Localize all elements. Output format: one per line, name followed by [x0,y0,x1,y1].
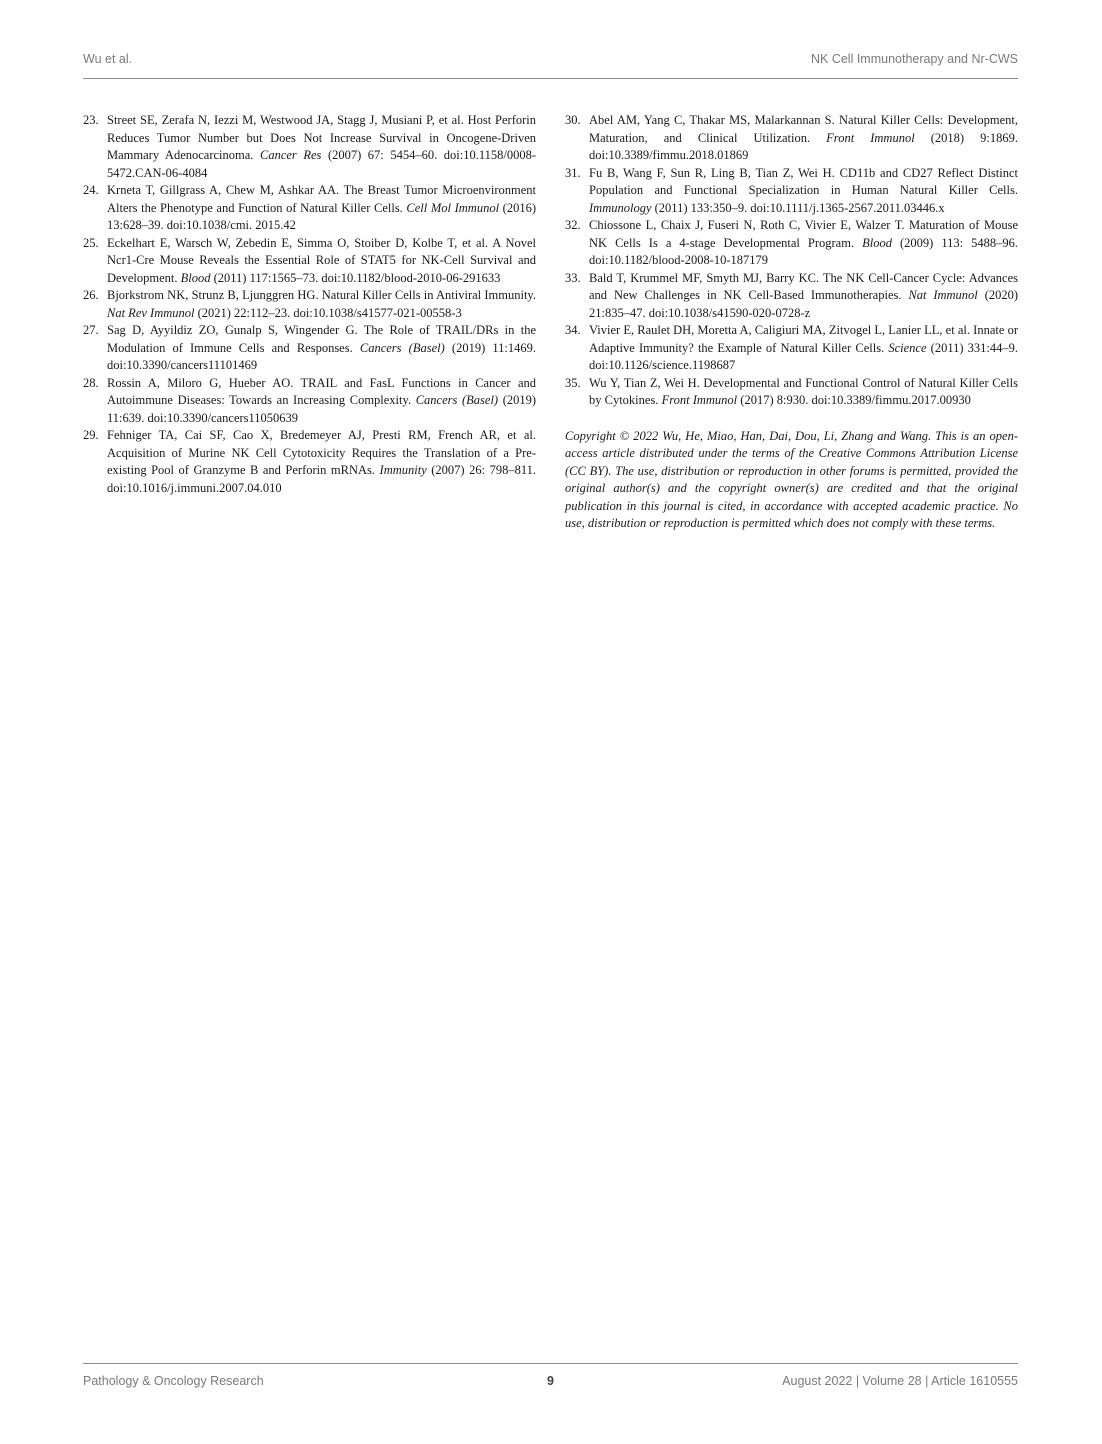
reference-item [83,427,536,497]
reference-citation: (2019) 11:639. doi:10.3390/cancers11050639 [107,393,537,425]
page-number: 9 [547,1374,554,1388]
reference-text: Sag D, Ayyildiz ZO, Gunalp S, Wingender G. The Role of TRAIL/DRs in the Modulation of Immune Cells and Responses. [107,323,536,355]
reference-item [565,217,1018,270]
reference-number: 29. [83,428,99,442]
reference-number: 27. [83,323,99,337]
reference-journal: Cancer Res [259,148,322,162]
reference-journal: Nat Immunol [908,288,978,302]
reference-item [83,182,536,235]
reference-citation: (2009) 113: 5488–96. doi:10.1182/blood-2008-10-187179 [589,235,1018,267]
reference-text: Fu B, Wang F, Sun R, Ling B, Tian Z, Wei H. CD11b and CD27 Reflect Distinct Population and Functional Specialization in Human Natural Killer Cells. [589,165,1018,197]
header-authors: Wu et al. [83,52,133,66]
reference-number: 25. [83,235,99,250]
reference-number: 33. [565,270,581,285]
reference-citation: (2018) 9:1869. doi:10.3389/fimmu.2018.01869 [589,130,1019,162]
reference-text: Street SE, Zerafa N, Iezzi M, Westwood JA, Stagg J, Musiani P, et al. Host Perforin Reduces Tumor Number but Does Not Increase Survival in Oncogene-Driven Mammary Adenocarcinoma. [107,113,536,162]
reference-text: Chiossone L, Chaix J, Fuseri N, Roth C, Vivier E, Walzer T. Maturation of Mouse NK Cells Is a 4-stage Developmental Program. [589,218,1018,250]
reference-item [83,235,536,288]
reference-list-right [565,112,1018,410]
reference-text: Vivier E, Raulet DH, Moretta A, Caligiuri MA, Zitvogel L, Lanier LL, et al. Innate or Adaptive Immunity? the Example of Natural Killer Cells. [589,323,1018,355]
reference-text: Rossin A, Miloro G, Hueber AO. TRAIL and FasL Functions in Cancer and Autoimmune Diseases: Towards an Increasing Complexity. [107,375,536,407]
reference-item [565,375,1018,410]
reference-citation: (2016) 13:628–39. doi:10.1038/cmi. 2015.42 [107,200,536,232]
reference-number: 28. [83,375,99,390]
reference-item [83,375,536,428]
reference-citation: (2007) 67: 5454–60. doi:10.1158/0008-5472.CAN-06-4084 [107,148,536,180]
footer-issue: August 2022 | Volume 28 | Article 1610555 [782,1374,1018,1388]
reference-citation: (2011) 331:44–9. doi:10.1126/science.1198687 [589,340,1019,372]
page-footer [83,1363,1018,1394]
reference-citation: (2019) 11:1469. doi:10.3390/cancers11101469 [107,340,537,372]
reference-citation: (2011) 117:1565–73. doi:10.1182/blood-2010-06-291633 [213,270,501,285]
reference-journal: Front Immunol [826,130,915,145]
reference-number: 34. [565,323,581,337]
reference-list-left [83,112,536,497]
left-column [83,112,536,497]
reference-item [83,112,536,182]
reference-number: 35. [565,375,581,390]
reference-text: Krneta T, Gillgrass A, Chew M, Ashkar AA. The Breast Tumor Microenvironment Alters the Phenotype and Function of Natural Killer Cells. [107,183,536,215]
reference-journal: Immunity [379,463,427,477]
reference-citation: (2020) 21:835–47. doi:10.1038/s41590-020-0728-z [589,288,1019,320]
copyright-notice: Copyright © 2022 Wu, He, Miao, Han, Dai, Dou, Li, Zhang and Wang. This is an open-access article distributed under the terms of the Creative Commons Attribution License (CC BY). The use, distribution or reproduction in other forums is permitted, provided the original author(s) and the copyright owner(s) are credited and that the original publication in this journal is cited, in accordance with accepted academic practice. No use, distribution or reproduction is permitted which does not comply with these terms. [565,428,1018,530]
reference-journal: Blood [862,235,892,250]
reference-journal: Nat Rev Immunol [107,305,195,320]
reference-text: Abel AM, Yang C, Thakar MS, Malarkannan S. Natural Killer Cells: Development, Maturation, and Clinical Utilization. [589,113,1018,145]
reference-journal: Immunology [589,200,652,215]
reference-item [565,322,1018,375]
reference-text: Bjorkstrom NK, Strunz B, Ljunggren HG. Natural Killer Cells in Antiviral Immunity. [107,288,536,302]
reference-journal: Cancers (Basel) [359,340,445,355]
reference-citation: (2011) 133:350–9. doi:10.1111/j.1365-2567.2011.03446.x [654,200,945,215]
reference-number: 26. [83,288,99,302]
reference-text: Wu Y, Tian Z, Wei H. Developmental and Functional Control of Natural Killer Cells by Cytokines. [589,375,1018,407]
reference-number: 23. [83,113,99,127]
reference-text: Eckelhart E, Warsch W, Zebedin E, Simma O, Stoiber D, Kolbe T, et al. A Novel Ncr1-Cre Mouse Reveals the Essential Role of STAT5 for NK-Cell Survival and Development. [107,235,536,285]
reference-text: Bald T, Krummel MF, Smyth MJ, Barry KC. The NK Cell-Cancer Cycle: Advances and New Challenges in NK Cell-Based Immunotherapies. [589,270,1018,302]
reference-item [83,287,536,322]
reference-number: 30. [565,113,581,127]
reference-citation: (2021) 22:112–23. doi:10.1038/s41577-021-00558-3 [197,305,462,320]
footer-journal: Pathology & Oncology Research [83,1374,264,1388]
page-header [83,51,1018,79]
right-column [565,112,1018,545]
reference-item [83,322,536,375]
reference-citation: (2007) 26: 798–811. doi:10.1016/j.immuni.2007.04.010 [107,463,536,495]
header-running-title: NK Cell Immunotherapy and Nr-CWS [810,52,1018,66]
reference-number: 24. [83,183,99,197]
reference-journal: Science [888,340,927,355]
reference-citation: (2017) 8:930. doi:10.3389/fimmu.2017.00930 [740,393,971,407]
reference-item [565,165,1018,218]
reference-journal: Cancers (Basel) [415,393,499,407]
reference-number: 31. [565,165,581,180]
reference-item [565,270,1018,323]
reference-item [565,112,1018,165]
reference-journal: Front Immunol [661,393,738,407]
reference-journal: Blood [180,270,211,285]
reference-journal: Cell Mol Immunol [406,200,500,215]
reference-number: 32. [565,218,581,232]
reference-text: Fehniger TA, Cai SF, Cao X, Bredemeyer AJ, Presti RM, French AR, et al. Acquisition of Murine NK Cell Cytotoxicity Requires the Translation of a Pre-existing Pool of Granzyme B and Perforin mRNAs. [107,428,536,477]
